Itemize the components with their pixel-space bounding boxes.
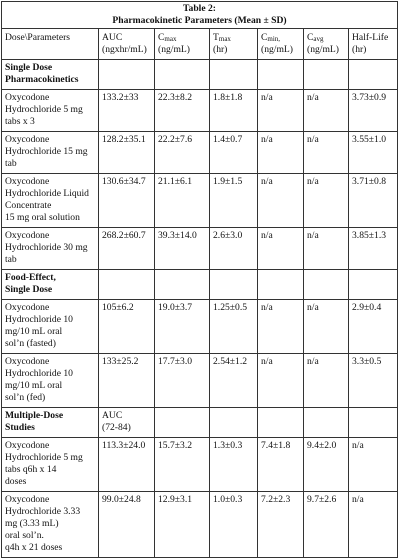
tmax-cell: 1.25±0.5: [210, 300, 258, 354]
section-title: [2, 408, 99, 438]
dose-cell-line: doses: [5, 476, 27, 487]
header-cmax-base: C: [158, 32, 165, 43]
section-title: [2, 60, 99, 90]
dose-cell-line: Hydrochloride 15 mg: [5, 146, 88, 157]
tmax-cell: 1.8±1.8: [210, 90, 258, 132]
auc-cell: 105±6.2: [99, 300, 155, 354]
half-life-cell: n/a: [349, 492, 398, 558]
dose-cell-line: Hydrochloride 10: [5, 368, 73, 379]
table-row: [2, 90, 398, 132]
section-title-line: Single Dose: [5, 284, 53, 295]
table-row: [2, 132, 398, 174]
dose-cell-line: Oxycodone: [5, 440, 50, 451]
section-auc-label-line: AUC: [102, 410, 123, 421]
cavg-cell: n/a: [304, 354, 349, 408]
section-header-row: [2, 408, 398, 438]
header-auc-line-1: AUC: [102, 32, 123, 43]
dose-cell-line: tabs q6h x 14: [5, 464, 57, 475]
tmax-cell: 2.54±1.2: [210, 354, 258, 408]
pk-parameters-table: [1, 1, 398, 558]
header-cmin: [258, 29, 304, 60]
section-header-row: [2, 270, 398, 300]
section-header-row: [2, 60, 398, 90]
empty-cell: [210, 408, 258, 438]
half-life-cell: 3.55±1.0: [349, 132, 398, 174]
cavg-cell: n/a: [304, 90, 349, 132]
dose-cell-line: Oxycodone: [5, 230, 50, 241]
section-title-line: Studies: [5, 422, 35, 433]
cmin-cell: n/a: [258, 90, 304, 132]
cmin-cell: n/a: [258, 354, 304, 408]
header-cmax-sub: max: [164, 35, 177, 43]
column-header-row: [2, 29, 398, 60]
header-half-life-line-2: (hr): [352, 44, 367, 55]
table-row: [2, 354, 398, 408]
dose-cell-line: sol’n (fasted): [5, 338, 56, 349]
table-title-line-2: Pharmacokinetic Parameters (Mean ± SD): [112, 15, 287, 26]
half-life-cell: 3.3±0.5: [349, 354, 398, 408]
header-tmax-base: T: [213, 32, 219, 43]
dose-cell: [2, 300, 99, 354]
empty-cell: [210, 270, 258, 300]
cmax-cell: 12.9±3.1: [155, 492, 210, 558]
empty-cell: [258, 270, 304, 300]
header-cavg: [304, 29, 349, 60]
half-life-cell: 2.9±0.4: [349, 300, 398, 354]
section-title-line: Single Dose: [5, 62, 53, 73]
section-title-line: Pharmacokinetics: [5, 74, 79, 85]
empty-cell: [210, 60, 258, 90]
dose-cell-line: Hydrochloride Liquid: [5, 188, 89, 199]
empty-cell: [155, 60, 210, 90]
auc-cell: 130.6±34.7: [99, 174, 155, 228]
empty-cell: [304, 60, 349, 90]
dose-cell-line: tabs x 3: [5, 116, 35, 127]
tmax-cell: 1.0±0.3: [210, 492, 258, 558]
empty-cell: [349, 270, 398, 300]
dose-cell-line: Hydrochloride 30 mg: [5, 242, 88, 253]
dose-cell-line: Oxycodone: [5, 176, 50, 187]
dose-cell-line: Hydrochloride 5 mg: [5, 104, 83, 115]
header-half-life-line-1: Half-Life: [352, 32, 389, 43]
cmax-cell: 22.3±8.2: [155, 90, 210, 132]
table-row: [2, 438, 398, 492]
cmax-cell: 15.7±3.2: [155, 438, 210, 492]
auc-cell: 133.2±33: [99, 90, 155, 132]
section-auc-label-line: (72-84): [102, 422, 131, 433]
header-cmax: [155, 29, 210, 60]
auc-cell: 133±25.2: [99, 354, 155, 408]
dose-cell-line: Oxycodone: [5, 494, 50, 505]
cmin-cell: 7.4±1.8: [258, 438, 304, 492]
table-title-line-1: Table 2:: [183, 3, 216, 14]
header-tmax-unit: (hr): [213, 44, 228, 55]
cmin-cell: n/a: [258, 228, 304, 270]
cavg-cell: n/a: [304, 174, 349, 228]
cmin-cell: n/a: [258, 132, 304, 174]
header-cavg-unit: (ng/mL): [307, 44, 339, 55]
empty-cell: [258, 408, 304, 438]
table-body: [2, 60, 398, 558]
half-life-cell: 3.85±1.3: [349, 228, 398, 270]
header-cavg-base: C: [307, 32, 314, 43]
empty-cell: [155, 408, 210, 438]
dose-cell: [2, 492, 99, 558]
auc-cell: 99.0±24.8: [99, 492, 155, 558]
cmax-cell: 21.1±6.1: [155, 174, 210, 228]
dose-cell: [2, 174, 99, 228]
dose-cell: [2, 438, 99, 492]
header-tmax: [210, 29, 258, 60]
cmin-cell: 7.2±2.3: [258, 492, 304, 558]
table-row: [2, 300, 398, 354]
dose-cell: [2, 132, 99, 174]
document-page: [1, 1, 397, 558]
section-auc-label: [99, 408, 155, 438]
cmax-cell: 19.0±3.7: [155, 300, 210, 354]
header-dose-text: Dose\Parameters: [5, 32, 71, 43]
half-life-cell: 3.71±0.8: [349, 174, 398, 228]
dose-cell-line: tab: [5, 158, 17, 169]
empty-cell: [304, 408, 349, 438]
dose-cell-line: q4h x 21 doses: [5, 542, 63, 553]
dose-cell-line: Concentrate: [5, 200, 52, 211]
tmax-cell: 1.3±0.3: [210, 438, 258, 492]
tmax-cell: 2.6±3.0: [210, 228, 258, 270]
auc-cell: 113.3±24.0: [99, 438, 155, 492]
dose-cell-line: Hydrochloride 5 mg: [5, 452, 83, 463]
dose-cell-line: Hydrochloride 10: [5, 314, 73, 325]
dose-cell-line: mg (3.33 mL): [5, 518, 59, 529]
dose-cell-line: mg/10 mL oral: [5, 326, 63, 337]
header-cmin-sub: min,: [267, 35, 281, 43]
dose-cell-line: sol’n (fed): [5, 392, 46, 403]
header-cmax-label: [158, 32, 207, 44]
header-auc: [99, 29, 155, 60]
header-cmin-unit: (ng/mL): [261, 44, 293, 55]
empty-cell: [349, 408, 398, 438]
empty-cell: [99, 270, 155, 300]
header-cmax-unit: (ng/mL): [158, 44, 190, 55]
auc-cell: 268.2±60.7: [99, 228, 155, 270]
empty-cell: [304, 270, 349, 300]
dose-cell: [2, 228, 99, 270]
dose-cell: [2, 354, 99, 408]
dose-cell-line: mg/10 mL oral: [5, 380, 63, 391]
half-life-cell: n/a: [349, 438, 398, 492]
header-auc-line-2: (ngxhr/mL): [102, 44, 147, 55]
dose-cell: [2, 90, 99, 132]
tmax-cell: 1.4±0.7: [210, 132, 258, 174]
table-row: [2, 174, 398, 228]
header-tmax-label: [213, 32, 255, 44]
table-title: [2, 2, 398, 29]
auc-cell: 128.2±35.1: [99, 132, 155, 174]
empty-cell: [99, 60, 155, 90]
empty-cell: [349, 60, 398, 90]
header-cmin-base: C: [261, 32, 268, 43]
half-life-cell: 3.73±0.9: [349, 90, 398, 132]
dose-cell-line: Oxycodone: [5, 356, 50, 367]
cavg-cell: n/a: [304, 228, 349, 270]
empty-cell: [258, 60, 304, 90]
cmin-cell: n/a: [258, 174, 304, 228]
section-title-line: Food-Effect,: [5, 272, 56, 283]
header-cmin-label: [261, 32, 301, 44]
cmin-cell: n/a: [258, 300, 304, 354]
header-half-life: [349, 29, 398, 60]
cavg-cell: n/a: [304, 132, 349, 174]
header-tmax-sub: max: [218, 35, 231, 43]
cavg-cell: 9.4±2.0: [304, 438, 349, 492]
dose-cell-line: 15 mg oral solution: [5, 212, 80, 223]
cmax-cell: 22.2±7.6: [155, 132, 210, 174]
section-title-line: Multiple-Dose: [5, 410, 64, 421]
dose-cell-line: Oxycodone: [5, 302, 50, 313]
dose-cell-line: oral sol’n.: [5, 530, 44, 541]
section-title: [2, 270, 99, 300]
cavg-cell: n/a: [304, 300, 349, 354]
dose-cell-line: Oxycodone: [5, 92, 50, 103]
dose-cell-line: Hydrochloride 3.33: [5, 506, 81, 517]
dose-cell-line: Oxycodone: [5, 134, 50, 145]
cavg-cell: 9.7±2.6: [304, 492, 349, 558]
table-row: [2, 228, 398, 270]
header-dose: [2, 29, 99, 60]
cmax-cell: 39.3±14.0: [155, 228, 210, 270]
dose-cell-line: tab: [5, 254, 17, 265]
tmax-cell: 1.9±1.5: [210, 174, 258, 228]
empty-cell: [155, 270, 210, 300]
header-cavg-sub: avg: [313, 35, 324, 43]
cmax-cell: 17.7±3.0: [155, 354, 210, 408]
header-cavg-label: [307, 32, 346, 44]
table-row: [2, 492, 398, 558]
